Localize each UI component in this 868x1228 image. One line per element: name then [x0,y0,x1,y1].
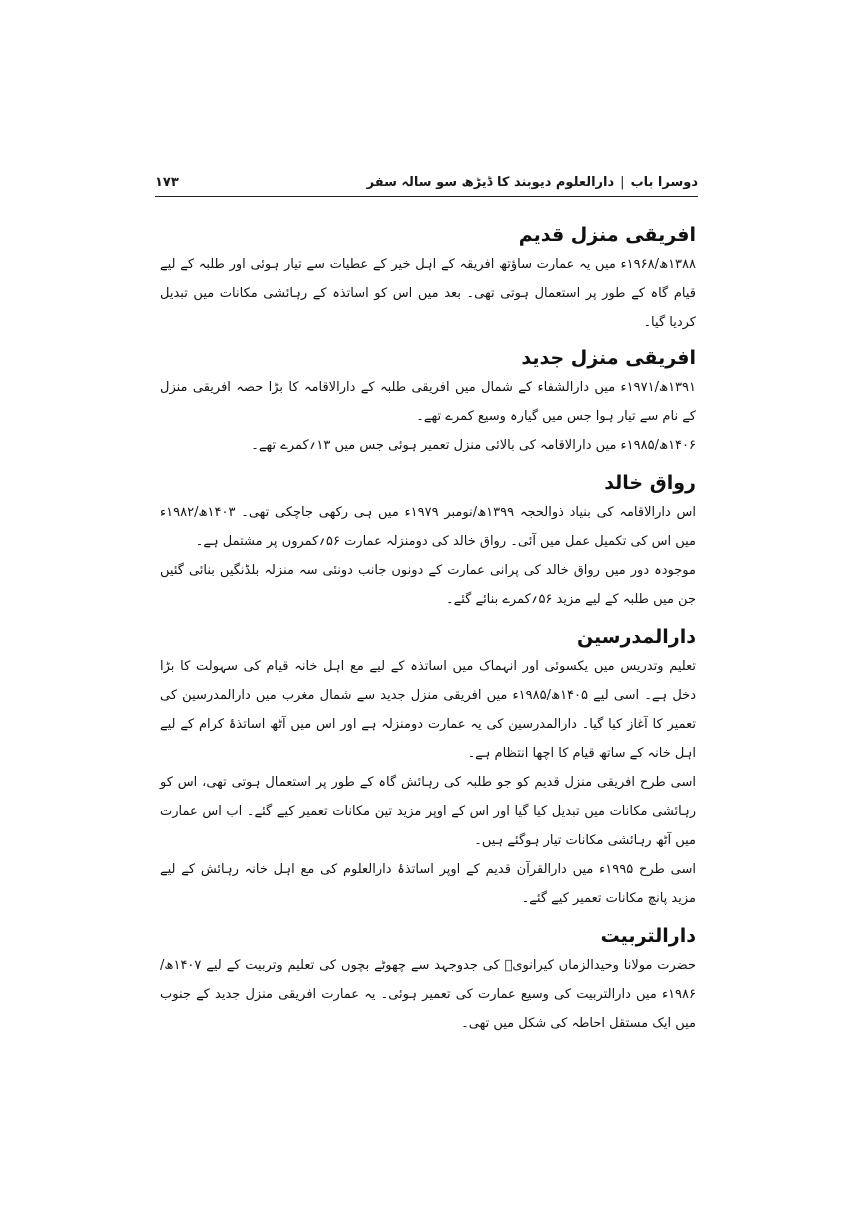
header-separator: | [620,174,625,190]
paragraph: اسی طرح افریقی منزل قدیم کو جو طلبہ کی رہائش گاہ کے طور پر استعمال ہوتی تھی، اس کو رہائشی مکانات میں تبدیل کیا گیا اور اس کے اوپر مزید تین مکانات تعمیر کیے گئے۔ اب اس عمارت میں آٹھ رہائشی مکانات تیار ہوگئے ہیں۔ [160,775,696,848]
section-heading: دارالتربیت [600,925,696,947]
section-heading: افریقی منزل جدید [521,347,696,369]
paragraph: ۱۳۸۸ھ/۱۹۶۸ء میں یہ عمارت ساؤتھ افریقہ کے اہل خیر کے عطیات سے تیار ہوئی اور طلبہ کے لیے قیام گاہ کے طور پر استعمال ہوتی تھی۔ بعد میں اس کو اساتذہ کے رہائشی مکانات میں تبدیل کردیا گیا۔ [160,257,696,330]
chapter-label: دوسرا باب [630,174,698,190]
section-heading: دارالمدرسین [576,626,696,648]
section-riwaq-khalid [160,468,696,614]
paragraph: ۱۴۰۶ھ/۱۹۸۵ء میں دارالاقامہ کی بالائی منزل تعمیر ہوئی جس میں ۱۳؍کمرے تھے۔ [251,438,696,453]
section-dar-ut-tarbiyat [160,921,696,1038]
paragraph: اس دارالاقامہ کی بنیاد ذوالحجہ ۱۳۹۹ھ/نومبر ۱۹۷۹ء میں ہی رکھی جاچکی تھی۔ ۱۴۰۳ھ/۱۹۸۲ء میں اس کی تکمیل عمل میں آئی۔ رواق خالد کی دومنزلہ عمارت ۵۶؍کمروں پر مشتمل ہے۔ [160,505,697,549]
paragraph: موجودہ دور میں رواق خالد کی پرانی عمارت کے دونوں جانب دونئی سہ منزلہ بلڈنگیں بنائی گئیں جن میں طلبہ کے لیے مزید ۵۶؍کمرے بنائے گئے۔ [160,563,696,607]
section-afriqi-manzil-qadeem [160,220,696,337]
paragraph: اسی طرح ۱۹۹۵ء میں دارالقرآن قدیم کے اوپر اساتذۂ دارالعلوم کی مع اہل خانہ رہائش کے لیے مزید پانچ مکانات تعمیر کیے گئے۔ [160,862,697,906]
header-rule [155,196,698,197]
paragraph: ۱۳۹۱ھ/۱۹۷۱ء میں دارالشفاء کے شمال میں افریقی طلبہ کے دارالاقامہ کا بڑا حصہ افریقی منزل کے نام سے تیار ہوا جس میں گیارہ وسیع کمرے تھے۔ [160,380,696,424]
section-afriqi-manzil-jadeed [160,343,696,460]
section-dar-ul-mudarriseen [160,622,696,913]
page-number: ۱۷۳ [155,174,179,190]
page-body [160,220,696,1038]
paragraph: تعلیم وتدریس میں یکسوئی اور انہماک میں اساتذہ کے لیے مع اہل خانہ قیام کی سہولت کا بڑا دخل ہے۔ اسی لیے ۱۴۰۵ھ/۱۹۸۵ء میں افریقی منزل جدید سے شمال مغرب میں دارالمدرسین کی تعمیر کا آغاز کیا گیا۔ دارالمدرسین کی یہ عمارت دومنزلہ ہے اور اس میں آٹھ اساتذۂ کرام کے لیے اہل خانہ کے ساتھ قیام کا اچھا انتظام ہے۔ [160,659,696,761]
paragraph: حضرت مولانا وحیدالزماں کیرانویؒ کی جدوجہد سے چھوٹے بچوں کی تعلیم وتربیت کے لیے ۱۴۰۷ھ/۱۹۸۶ء میں دارالتربیت کی وسیع عمارت کی تعمیر ہوئی۔ یہ عمارت افریقی منزل جدید کے جنوب میں ایک مستقل احاطہ کی شکل میں تھی۔ [160,958,696,1031]
section-heading: افریقی منزل قدیم [518,224,696,246]
book-title: دارالعلوم دیوبند کا ڈیڑھ سو سالہ سفر [366,174,615,190]
section-heading: رواق خالد [604,472,696,494]
running-header [155,170,698,194]
